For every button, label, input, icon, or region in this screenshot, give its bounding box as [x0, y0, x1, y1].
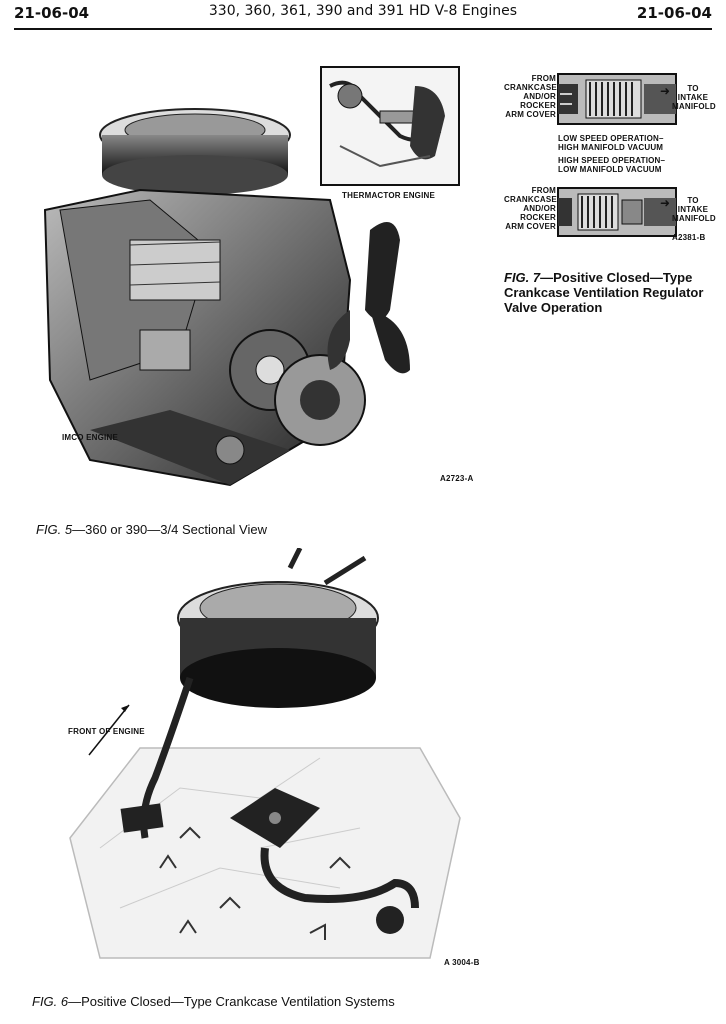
fig6-caption-text: —Positive Closed—Type Crankcase Ventilation Systems [68, 994, 395, 1009]
thermactor-inset-illustration [320, 66, 460, 186]
label-line: INTAKE [677, 205, 709, 214]
fig7-code: A2381-B [672, 233, 706, 242]
label-line: ROCKER [520, 101, 556, 110]
fig7-caption-number: FIG. 7 [504, 270, 541, 285]
page-number-right: 21-06-04 [636, 4, 712, 22]
label-line: AND/OR [523, 204, 556, 213]
fig7-caption-line: —Positive Closed—Type [540, 270, 693, 285]
label-line: AND/OR [523, 92, 556, 101]
fig7-to-label-1 [672, 84, 714, 111]
fig5-caption-number: FIG. 5 [36, 522, 73, 537]
label-line: ARM COVER [505, 110, 556, 119]
fig5-code: A2723-A [440, 474, 474, 483]
label-line: CRANKCASE [504, 195, 557, 204]
imco-engine-label: IMCO ENGINE [62, 433, 118, 442]
fig7-caption [504, 270, 703, 315]
pcv-valve-high-speed-illustration [556, 184, 678, 240]
label-line: TO [687, 196, 699, 205]
fig7-caption-line: Crankcase Ventilation Regulator [504, 285, 704, 300]
label-line: HIGH MANIFOLD VACUUM [558, 143, 664, 152]
fig6-caption [32, 994, 395, 1009]
label-line: LOW MANIFOLD VACUUM [558, 165, 662, 174]
arrow-right-icon: ➜ [660, 84, 671, 98]
label-line: ARM COVER [505, 222, 556, 231]
fig5-caption-text: —360 or 390—3/4 Sectional View [72, 522, 268, 537]
fig6-caption-number: FIG. 6 [32, 994, 69, 1009]
fig7-high-speed-caption [558, 156, 665, 174]
label-line: MANIFOLD [672, 214, 716, 223]
label-line: MANIFOLD [672, 102, 716, 111]
thermactor-engine-label: THERMACTOR ENGINE [342, 191, 436, 200]
label-line: TO [687, 84, 699, 93]
fig7-caption-line: Valve Operation [504, 300, 603, 315]
fig7-to-label-2 [672, 196, 714, 223]
header-rule [14, 28, 712, 30]
pcv-valve-low-speed-illustration [556, 70, 678, 128]
label-line: ROCKER [520, 213, 556, 222]
page-title: 330, 360, 361, 390 and 391 HD V-8 Engines [208, 3, 518, 19]
label-line: FROM [531, 74, 556, 83]
front-of-engine-label: FRONT OF ENGINE [68, 727, 145, 736]
fig6-code: A 3004-B [444, 958, 480, 967]
fig7-from-label-2 [504, 186, 556, 231]
fig7-low-speed-caption [558, 134, 664, 152]
label-line: INTAKE [677, 93, 709, 102]
label-line: LOW SPEED OPERATION– [558, 134, 664, 143]
page-number-left: 21-06-04 [14, 4, 90, 22]
arrow-right-icon: ➜ [660, 196, 671, 210]
fig5-caption [36, 522, 267, 537]
label-line: FROM [531, 186, 556, 195]
label-line: CRANKCASE [504, 83, 557, 92]
label-line: HIGH SPEED OPERATION– [558, 156, 666, 165]
fig7-from-label-1 [504, 74, 556, 119]
